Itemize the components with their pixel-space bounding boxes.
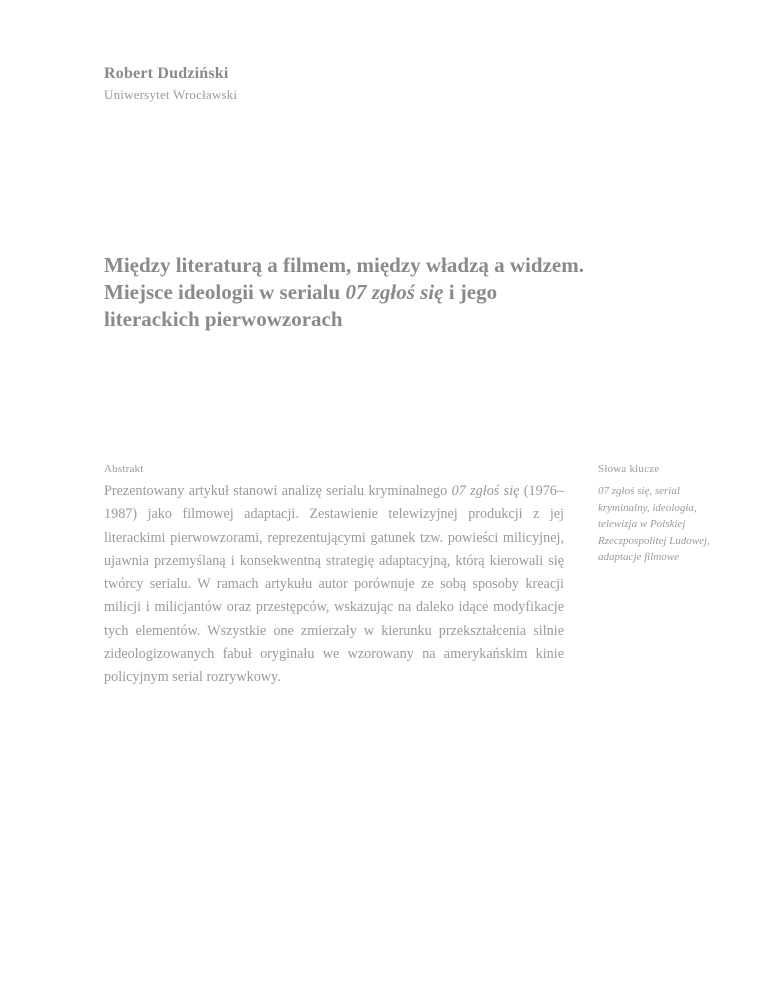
keywords-label: Słowa klucze	[598, 463, 660, 475]
abstract-italic-series-name: 07 zgłoś się	[451, 483, 520, 499]
author-affiliation: Uniwersytet Wrocławski	[104, 87, 238, 102]
title-part-1: Między literaturą a filmem, między władzą a widzem. Miejsce ideologii w serialu	[104, 253, 584, 304]
abstract-text-after: (1976–1987) jako filmowej adaptacji. Zestawienie telewizyjnej produkcji z jej literackimi pierwowzorami, reprezentującymi gatunek tzw. powieści milicyjnej, ujawnia przemyślaną i konsekwentną strategię adaptacyjną, którą kierowali się twórcy serialu. W ramach artykułu autor porównuje ze sobą sposoby kreacji milicji i milicjantów oraz przestępców, wskazując na daleko idące modyfikacje tych elementów. Wszystkie one zmierzały w kierunku przekształcenia silnie zideologizowanych fabuł oryginału we wzorowany na amerykańskim kinie policyjnym serial rozrywkowy.	[104, 483, 564, 686]
author-name: Robert Dudziński	[104, 65, 229, 82]
keywords-text: 07 zgłoś się, serial kryminalny, ideologia, telewizja w Polskiej Rzeczpospolitej Ludowej, adaptacje filmowe	[598, 485, 710, 564]
title-part-2: i jego literackich pierwowzorach	[104, 280, 498, 331]
title-italic-series-name: 07 zgłoś się	[345, 280, 444, 304]
article-title	[104, 252, 584, 333]
abstract-text	[104, 480, 564, 690]
abstract-label: Abstrakt	[104, 463, 144, 475]
author-block	[104, 64, 524, 103]
abstract-text-before: Prezentowany artykuł stanowi analizę serialu kryminalnego	[104, 483, 452, 499]
